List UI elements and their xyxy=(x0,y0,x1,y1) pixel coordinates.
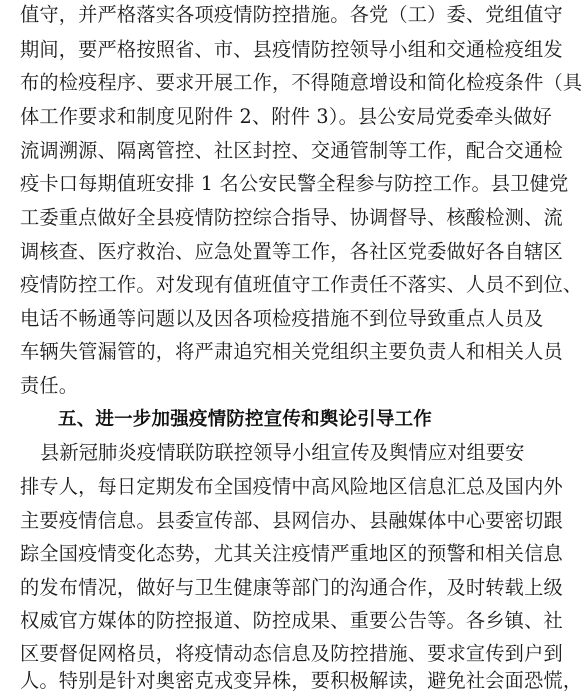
text-line: 疫卡口每期值班安排 1 名公安民警全程参与防控工作。县卫健党 xyxy=(20,172,569,195)
text-line: 车辆失管漏管的，将严肃追究相关党组织主要负责人和相关人员 xyxy=(20,340,563,363)
text-line: 电话不畅通等问题以及因各项检疫措施不到位导致重点人员及 xyxy=(20,307,544,330)
section-heading: 五、进一步加强疫情防控宣传和舆论引导工作 xyxy=(58,409,433,430)
text-line: 踪全国疫情变化态势，尤其关注疫情严重地区的预警和相关信息 xyxy=(20,542,563,565)
text-line: 期间，要严格按照省、市、县疫情防控领导小组和交通检疫组发 xyxy=(20,38,563,61)
text-line: 调核查、医疗救治、应急处置等工作，各社区党委做好各自辖区 xyxy=(20,240,563,263)
text-line: 值守，并严格落实各项疫情防控措施。各党（工）委、党组值守 xyxy=(20,3,563,26)
text-line: 的发布情况，做好与卫生健康等部门的沟通合作，及时转载上级 xyxy=(20,576,563,599)
text-line: 流调溯源、隔离管控、社区封控、交通管制等工作，配合交通检 xyxy=(20,139,563,162)
text-line: 工委重点做好全县疫情防控综合指导、协调督导、核酸检测、流 xyxy=(20,206,563,229)
text-line: 体工作要求和制度见附件 2、附件 3）。县公安局党委牵头做好 xyxy=(20,105,552,128)
paragraph-first-line: 县新冠肺炎疫情联防联控领导小组宣传及舆情应对组要安 xyxy=(40,441,525,464)
text-line: 区要督促网格员，将疫情动态信息及防控措施、要求宣传到户到 xyxy=(20,642,563,665)
text-line: 排专人，每日定期发布全国疫情中高风险地区信息汇总及国内外 xyxy=(20,475,563,498)
text-line: 责任。 xyxy=(20,374,79,397)
text-line: 权威官方媒体的防控报道、防控成果、重要公告等。各乡镇、社 xyxy=(20,609,563,632)
text-line: 布的检疫程序、要求开展工作，不得随意增设和简化检疫条件（具 xyxy=(20,71,582,94)
text-line: 主要疫情信息。县委宣传部、县网信办、县融媒体中心要密切跟 xyxy=(20,509,563,532)
text-line: 人。特别是针对奥密克戎变异株，要积极解读，避免社会面恐慌， xyxy=(20,669,582,692)
text-line: 疫情防控工作。对发现有值班值守工作责任不落实、人员不到位、 xyxy=(20,273,582,296)
